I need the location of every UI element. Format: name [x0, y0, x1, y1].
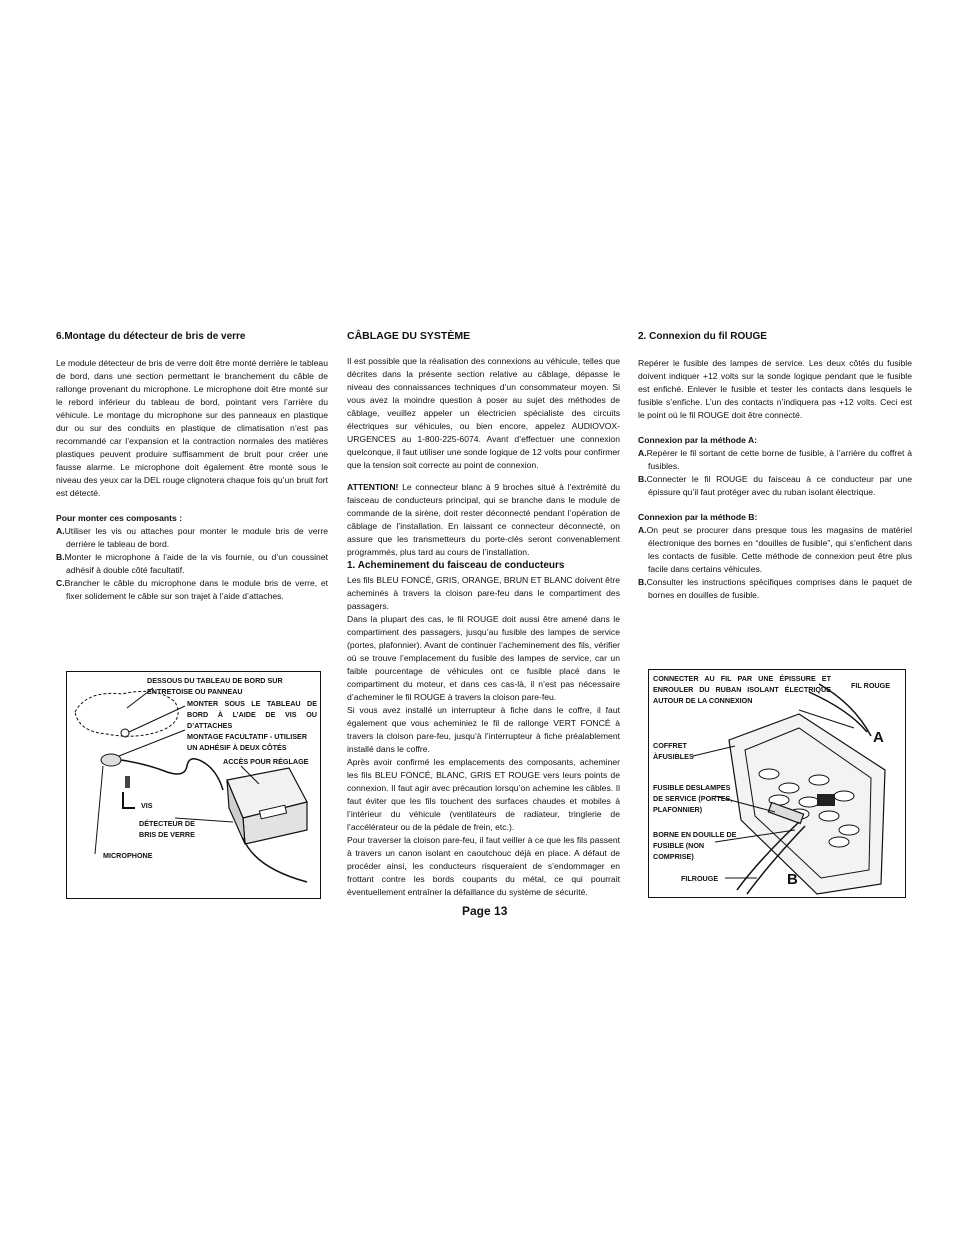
label-acces: ACCÈS POUR RÉGLAGE [223, 757, 309, 766]
method-a-heading: Connexion par la méthode A: [638, 435, 758, 445]
detector-wire [243, 838, 307, 882]
glass-break-paragraph: Le module détecteur de bris de verre doit être monté derrière le tableau de bord, dans une section permettant le branchement du câble de rallonge provenant du microphone. Le microphone doit être monté sur le rebord inférieur du tableau de bord, pointant vers l’arrière du véhicule. Le montage du microphone sur des panneaux en plastique dur ou sur des conduits en plastique de climatisation n’est pas recommandé car l’expansion et la contraction normales des matières plastiques peuvent produire suffisamment de bruit pour créer une fausse alarme. Le microphone doit également être monté sous le niveau des yeux car la DEL rouge clignotera chaque fois qu’un bruit fort est détecté. [56, 358, 328, 498]
screw-shape [125, 776, 130, 788]
fuse-relay [817, 794, 835, 806]
mount-step-c: C.Brancher le câble du microphone dans le module bris de verre, et fixer solidement le câble sur son trajet à l’aide d’attaches. [56, 578, 328, 601]
label-fil-rouge: FIL ROUGE [851, 681, 891, 690]
column-glass-break [56, 330, 328, 603]
mount-steps-list [56, 525, 328, 603]
label-a: A [873, 729, 884, 746]
microphone-body [101, 754, 121, 766]
method-a-step-a: A.Repérer le fil sortant de cette borne de fusible, à l’arrière du coffret à fusibles. [638, 448, 912, 471]
method-a-step-b: B.Connecter le fil ROUGE du faisceau à ce conducteur par une épissure qu’il faut protéger avec du ruban isolant électrique. [638, 474, 912, 497]
mount-step-a: A.Utiliser les vis ou attaches pour monter le module bris de verre derrière le tableau de bord. [56, 526, 328, 549]
wiring-intro-paragraph: Il est possible que la réalisation des connexions au véhicule, telles que décrites dans la présente section relative au câblage, dépasse le niveau des connaissances techniques d’un consommateur moyen. Si vous avez la moindre question à poser au sujet des méthodes de câblage, veuillez appeler un électricien spécialiste des circuits électriques sur véhicules, ou bien encore, appelez AUDIOVOX-URGENCES au 1-800-225-6074. Avant d’effectuer une connexion quelconque, il faut utiliser une sonde logique de 12 volts pour confirmer que la tension soit correcte au point de connexion. [347, 356, 620, 470]
label-connecter: CONNECTER AU FIL PAR UNE ÉPISSURE ET ENROULER DU RUBAN ISOLANT ÉLECTRIQUE AUTOUR DE LA CONNEXION [653, 674, 831, 705]
label-fusible: FUSIBLE DESLAMPES DE SERVICE (PORTES, PLAFONNIER) [653, 783, 733, 814]
routing-paragraph-1: Les fils BLEU FONCÉ, GRIS, ORANGE, BRUN ET BLANC doivent être acheminés à travers la cloison pare-feu dans le compartiment des passagers. [347, 575, 620, 611]
label-borne: BORNE EN DOUILLE DE FUSIBLE (NON COMPRISE) [653, 830, 737, 861]
label-filrouge: FILROUGE [681, 874, 719, 883]
screw-bracket [123, 792, 135, 808]
column-red-wire [638, 330, 912, 602]
mount-components-heading: Pour monter ces composants : [56, 513, 183, 523]
page-number: Page 13 [462, 904, 508, 918]
method-b-heading: Connexion par la méthode B: [638, 512, 758, 522]
label-vis: VIS [141, 801, 153, 810]
mount-step-b: B.Monter le microphone à l’aide de la vis fournie, ou d’un coussinet adhésif à double côté facultatif. [56, 552, 328, 575]
harness-routing-heading: 1. Acheminement du faisceau de conducteurs [347, 560, 565, 571]
mic-cable [121, 759, 223, 790]
label-coffret: COFFRET ÀFUSIBLES [653, 741, 694, 761]
label-monter: MONTER SOUS LE TABLEAU DE BORD À L’AIDE DE VIS OU D’ATTACHES [187, 699, 317, 730]
label-dessous: DESSOUS DU TABLEAU DE BORD SUR ENTRETOISE OU PANNEAU [147, 676, 283, 696]
routing-paragraph-5: Pour traverser la cloison pare-feu, il faut veiller à ce que les fils passent à travers un canon isolant en caoutchouc déjà en place. A défaut de procéder ainsi, les conducteurs risqueraient de s’endommager en frottant contre les bords coupants du métal, ce qui pourrait éventuellement entraîner la défaillance du système de sécurité. [347, 835, 620, 897]
section-title-red-wire: 2. Connexion du fil ROUGE [638, 331, 767, 342]
attention-label: ATTENTION! [347, 482, 399, 492]
label-b: B [787, 871, 798, 888]
method-b-step-b: B.Consulter les instructions spécifiques comprises dans le paquet de bornes en douilles de fusible. [638, 577, 912, 600]
figure-fuse-box [648, 669, 906, 898]
attention-paragraph: ATTENTION! Le connecteur blanc à 9 broches situé à l’extrémité du faisceau de conducteurs principal, qui se branche dans le module de commande de la sirène, doit rester déconnecté pendant l’opération de câblage de l’installation. En laissant ce connecteur déconnecté, on assure que les transmetteurs du porte-clés seront convenablement programmés, plus tard au cours de l’installation. [347, 482, 620, 557]
label-montage: MONTAGE FACULTATIF - UTILISER UN ADHÉSIF À DEUX CÔTÉS [187, 732, 308, 752]
leader-microphone [95, 766, 103, 854]
method-b-step-a: A.On peut se procurer dans presque tous les magasins de matériel électronique des bornes en “douilles de fusible”, qui s’enfichent dans les contacts de fusible. Cette méthode de connexion peut être plus facile dans certains véhicules. [638, 525, 912, 574]
section-title-wiring: CÂBLAGE DU SYSTÈME [347, 330, 471, 342]
label-detecteur: DÉTECTEUR DE BRIS DE VERRE [139, 819, 195, 839]
screw-hole [121, 729, 129, 737]
column-wiring [347, 330, 620, 899]
routing-paragraph-2: Dans la plupart des cas, le fil ROUGE doit aussi être amené dans le compartiment des passagers, jusqu’au fusible des lampes de service (portes, plafonnier). Avant de continuer l’acheminement des fils, vérifier où se trouve l’emplacement du fusible des lampes de service, car un faible pourcentage de véhicules ont ce fusible placé dans le compartiment du moteur, et dans ces cas-là, il n’est pas nécessaire d’acheminer le fil ROUGE à travers la cloison pare-feu. [347, 614, 620, 702]
label-microphone: MICROPHONE [103, 851, 153, 860]
routing-paragraph-4: Après avoir confirmé les emplacements des composants, acheminer les fils BLEU FONCÉ, BLANC, GRIS ET ROUGE vers leurs points de connexion. Il faut agir avec précaution lorsqu’on achemine les câbles. Il faut éviter que les fils touchent des surfaces chaudes et mobiles à l’intérieur du véhicule (ventilateurs de radiateur, tringlerie de l’accélérateur ou de la pédale de frein, etc.). [347, 757, 620, 832]
routing-paragraph-3: Si vous avez installé un interrupteur à fiche dans le coffre, il faut également que vous acheminiez le fil de rallonge VERT FONCÉ à travers la cloison pare-feu, jusqu’à l’interrupteur à fiche préalablement installé dans le coffre. [347, 705, 620, 754]
red-wire-paragraph: Repérer le fusible des lampes de service. Les deux côtés du fusible doivent indiquer +12 volts sur la sonde logique pendant que le fusible est enfiché. Enlever le fusible et tester les contacts dans lesquels le fusible s’enfiche. L’un des contacts n’indiquera pas +12 volts. Ceci est le point où le fil ROUGE doit être connecté. [638, 358, 912, 420]
figure-glass-break-sensor [66, 671, 321, 899]
section-title-glass-break: 6.Montage du détecteur de bris de verre [56, 331, 246, 342]
